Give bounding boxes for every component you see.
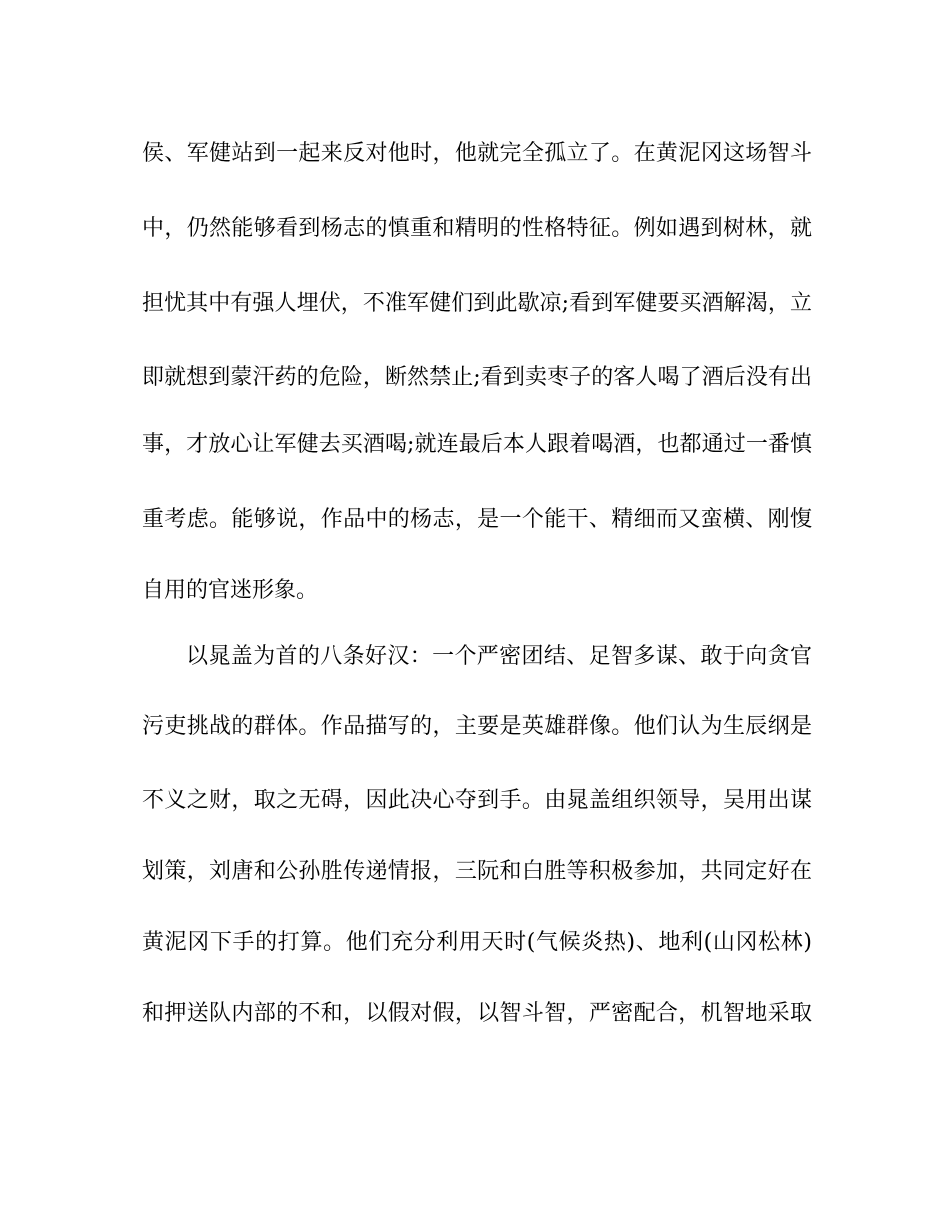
text-line: 黄泥冈下手的打算。他们充分利用天时(气候炎热)、地利(山冈松林) (142, 930, 812, 955)
text-line: 侯、军健站到一起来反对他时，他就完全孤立了。在黄泥冈这场智斗 (142, 141, 812, 166)
text-line: 划策，刘唐和公孙胜传递情报，三阮和白胜等积极参加，共同定好在 (142, 859, 812, 884)
text-line: 和押送队内部的不和，以假对假，以智斗智，严密配合，机智地采取 (142, 1001, 812, 1026)
text-line: 不义之财，取之无碍，因此决心夺到手。由晁盖组织领导，吴用出谋 (142, 788, 812, 813)
text-line: 事，才放心让军健去买酒喝;就连最后本人跟着喝酒，也都通过一番慎 (142, 432, 812, 457)
text-line: 担忧其中有强人埋伏，不准军健们到此歇凉;看到军健要买酒解渴，立 (142, 291, 812, 316)
text-line: 中，仍然能够看到杨志的慎重和精明的性格特征。例如遇到树林，就 (142, 216, 812, 241)
paragraph-first-line: 以晁盖为首的八条好汉：一个严密团结、足智多谋、敢于向贪官 (186, 644, 812, 669)
text-line: 重考虑。能够说，作品中的杨志，是一个能干、精细而又蛮横、刚愎 (142, 507, 812, 532)
text-line: 自用的官迷形象。 (142, 578, 319, 603)
text-line: 即就想到蒙汗药的危险，断然禁止;看到卖枣子的客人喝了酒后没有出 (142, 365, 812, 390)
text-line: 污吏挑战的群体。作品描写的，主要是英雄群像。他们认为生辰纲是 (142, 714, 812, 739)
